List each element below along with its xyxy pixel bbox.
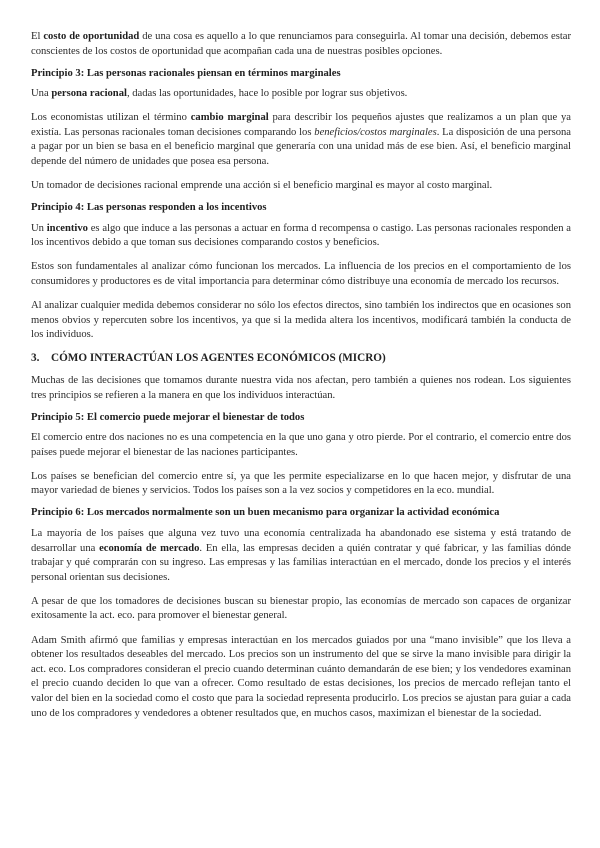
paragraph: [31, 299, 571, 343]
paragraph: [31, 470, 571, 499]
principle-heading: Principio 3: Las personas racionales piensan en términos marginales: [31, 67, 341, 79]
paragraph: [31, 87, 571, 102]
text-run: de una cosa es aquello a lo que renunciamos para conseguirla. Al tomar una decisión, debemos estar conscientes de los costos de oportunidad que acompañan cada una de nuestras posibles opciones.: [31, 31, 572, 57]
bold-term: incentivo: [46, 222, 88, 234]
text-run: Muchas de las decisiones que tomamos durante nuestra vida nos afectan, pero también a quienes nos rodean. Los siguientes tres principios se refieren a la manera en que los individuos interactúan.: [31, 374, 571, 401]
principle-heading: Principio 4: Las personas responden a los incentivos: [31, 202, 267, 214]
text-run: Los economistas utilizan el término: [31, 112, 191, 124]
bold-term: economía de mercado: [99, 542, 200, 554]
bold-term: cambio marginal: [190, 112, 269, 124]
text-run: Al analizar cualquier medida debemos considerar no sólo los efectos directos, sino también los indirectos que en ocasiones son menos obvios y repercuten sobre los incentivos, ya que si la medida altera los incentivos, modificará también la conducta de los individuos.: [31, 300, 571, 341]
paragraph: [31, 111, 571, 169]
principle-heading: Principio 6: Los mercados normalmente son un buen mecanismo para organizar la actividad económica: [31, 507, 500, 519]
text-run: para describir los pequeños ajustes que realizamos a un plan que ya existía. Las personas racionales toman decisiones comparando los: [31, 112, 571, 138]
text-run: La mayoría de los países que alguna vez tuvo una economía centralizada ha abandonado ese sistema y está tratando de desarrollar una: [31, 527, 571, 554]
paragraph: [31, 222, 571, 251]
text-run: El: [31, 31, 44, 42]
paragraph: [31, 431, 571, 460]
text-run: . En ella, las empresas deciden a quién contratar y qué fabricar, y las familias dónde trabajar y qué comprarán con su ingreso. Las empresas y las familias interactúan en el mercado, donde los precios y el interés personal orientan sus decisiones.: [31, 542, 571, 583]
text-run: Un tomador de decisiones racional emprende una acción si el beneficio marginal es mayor al costo marginal.: [31, 180, 493, 192]
paragraph: [31, 179, 571, 194]
text-run: Estos son fundamentales al analizar cómo funcionan los mercados. La influencia de los precios en el comportamiento de los consumidores y productores es de vital importancia para determinar cómo distribuye una economía de mercado los recursos.: [31, 261, 571, 288]
text-run: Un: [31, 222, 47, 234]
principle-heading: Principio 5: El comercio puede mejorar el bienestar de todos: [31, 411, 305, 423]
paragraph: [31, 374, 571, 403]
paragraph: [31, 260, 571, 289]
paragraph: [31, 634, 571, 722]
text-run: El comercio entre dos naciones no es una competencia en la que uno gana y otro pierde. Por el contrario, el comercio entre dos países puede mejorar el bienestar de las naciones participantes.: [31, 432, 571, 458]
paragraph: [31, 30, 571, 59]
text-run: . La disposición de una persona a pagar por un bien se basa en el beneficio marginal que generaría con una unidad más de ese bien. Así, el beneficio marginal depende del número de unidades que posea esa persona.: [31, 126, 571, 168]
italic-term: beneficios/costos marginales: [314, 126, 437, 138]
text-run: , dadas las oportunidades, hace lo posible por lograr sus objetivos.: [126, 88, 408, 100]
paragraph: [31, 527, 571, 585]
text-run: Los países se benefician del comercio entre sí, ya que les permite especializarse en lo que hacen mejor, y disfrutar de una mayor variedad de bienes y servicios. Todos los países son a la vez socios y competidores en la eco. mundial.: [31, 470, 571, 497]
section-number: 3.: [31, 351, 40, 364]
document-page: [31, 30, 571, 731]
section-heading: [31, 351, 571, 366]
text-run: A pesar de que los tomadores de decisiones buscan su bienestar propio, las economías de mercado son capaces de organizar exitosamente la act. eco. para promover el bienestar general.: [31, 595, 571, 622]
text-run: es algo que induce a las personas a actuar en forma d recompensa o castigo. Las personas racionales responden a los incentivos debido a que toman sus decisiones comparando costos y beneficios.: [31, 222, 571, 249]
text-run: Adam Smith afirmó que familias y empresas interactúan en los mercados guiados por una “mano invisible” que los lleva a obtener los resultados deseables del mercado. Los precios son un instrumento del que se sirve la mano invisible para dirigir la act. eco. Los compradores consideran el precio cuando determinan cuánto demandarán de ese bien; y los vendedores examinan el precio cuando deciden lo que van a ofrecer. Como resultado de estas decisiones, los precios de mercado reflejan tanto el valor del bien en la sociedad como el costo que para la sociedad representa producirlo. Los precios se ajustan para guiar a cada uno de los compradores y vendedores a obtener resultados que, en muchos casos, maximizan el bienestar de la sociedad.: [31, 634, 571, 719]
bold-term: persona racional: [51, 88, 127, 100]
bold-term: costo de oportunidad: [43, 31, 140, 42]
section-title: CÓMO INTERACTÚAN LOS AGENTES ECONÓMICOS (MICRO): [51, 351, 386, 364]
text-run: Una: [31, 88, 52, 100]
paragraph: [31, 595, 571, 624]
